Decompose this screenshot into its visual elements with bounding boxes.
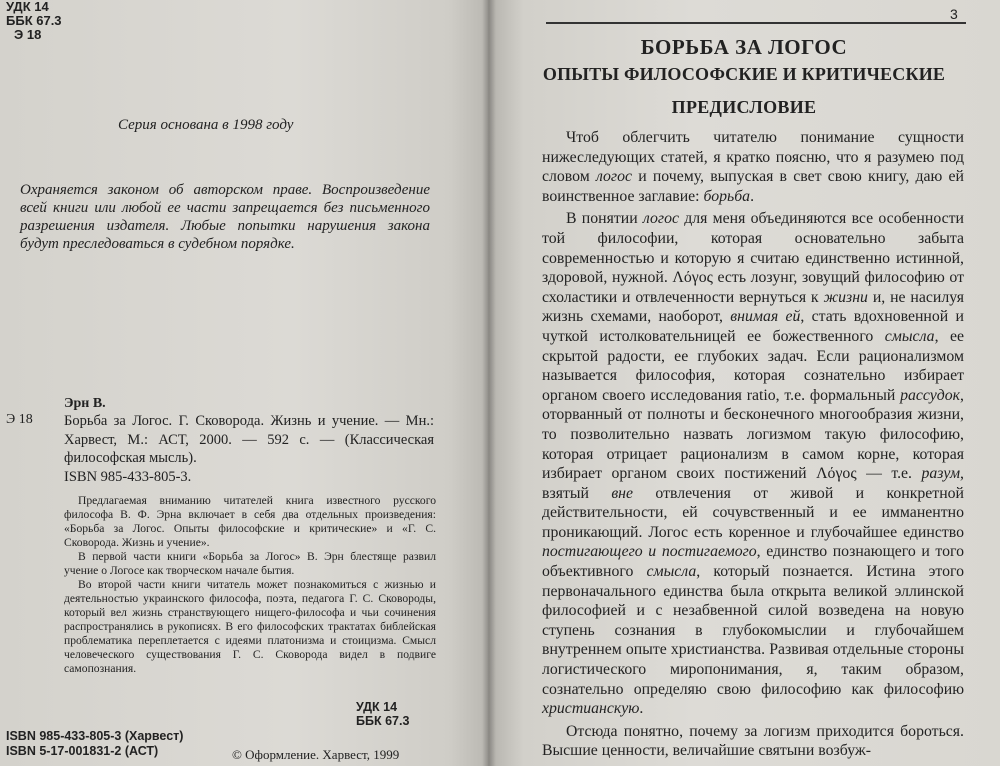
text-run: для меня объединяются все особенности той философии, которая основательно забыта современностью и которую я считаю единственно истинной, здоровой, нужной. xyxy=(542,210,965,287)
book-spine-shadow xyxy=(482,0,496,766)
classification-codes-bottom xyxy=(356,700,409,728)
body-paragraph-2 xyxy=(542,209,964,718)
text-run: В понятии xyxy=(566,210,643,228)
copyright-notice: Охраняется законом об авторском праве. Воспроизведение всей книги или любой ее части запрещается без письменного разрешения издателя. Любые попытки нарушения закона будут преследоваться в судебном порядке. xyxy=(20,182,430,252)
body-text xyxy=(542,128,964,764)
text-run: , взятый xyxy=(542,465,964,502)
text-run: , который познается. Истина этого первоначального единства была открыта великой эллинской философией и с незабвенной силой возведена на новую ступень сознания в глубокомыслии и глубочайшем внутреннем опыте христианства. Развивая отдельные стороны логистического миропонимания, я, таким образом, сознательно определяю свою философию как философию xyxy=(542,563,964,698)
page-number: 3 xyxy=(950,6,958,22)
header-rule xyxy=(546,22,966,24)
greek-term: Λόγος xyxy=(816,465,857,483)
classification-codes-top xyxy=(6,0,62,42)
annotation-paragraph: Во второй части книги читатель может познакомиться с жизнью и деятельностью украинского философа, поэта, педагога Г. С. Сковороды, который вел жизнь странствующего нищего-философа и чьи сочинения распространялись в рукописях. В его философских трактатах библейская проблематика переплетается с идеями платонизма и стоицизма. Смысл человеческого существования Г. С. Сковорода видел в подвиге самопознания. xyxy=(64,578,436,675)
text-run: отвлечения от живой и конкретной действительности, ей сочувственный и ее имманентно проникающий. Логос есть коренное и глубочайшее единство xyxy=(542,484,964,541)
udk-code: УДК 14 xyxy=(6,0,49,14)
annotation xyxy=(64,494,436,676)
text-run: Чтоб облегчить читателю понимание сущности нижеследующих статей, я кратко поясню, что я разумею под словом xyxy=(542,129,964,186)
text-run: , ее скрытой радости, ее глубоких задач. Если рационализмом называется философия, которая сознательно избирает органом своего исследования ratio, т.е. формальный xyxy=(542,327,964,404)
isbn-harvest: ISBN 985-433-805-3 (Харвест) xyxy=(6,729,184,743)
text-run: и, не насилуя жизнь схемами, наоборот, xyxy=(542,288,964,326)
italic-term: христианскую xyxy=(542,700,640,718)
italic-term: внимая ей xyxy=(730,308,801,326)
italic-term: смысла xyxy=(884,327,935,345)
greek-term: Λόγος xyxy=(672,269,713,287)
udk-code: УДК 14 xyxy=(356,700,398,714)
italic-term: жизни xyxy=(823,288,868,306)
body-paragraph-3: Отсюда понятно, почему за логизм приходится бороться. Высшие ценности, величайшие святыни возбуж- xyxy=(542,722,964,760)
book-subtitle: ОПЫТЫ ФИЛОСОФСКИЕ И КРИТИЧЕСКИЕ xyxy=(542,64,946,84)
text-run: — т.е. xyxy=(856,465,922,483)
annotation-paragraph: Предлагаемая вниманию читателей книга известного русского философа В. Ф. Эрна включает в себя два отдельных произведения: «Борьба за Логос. Опыты философские и критические» и «Г. С. Сковорода. Жизнь и учение». xyxy=(64,494,436,549)
italic-term: логос xyxy=(642,210,679,228)
isbn-ast: ISBN 5-17-001831-2 (АСТ) xyxy=(6,744,159,758)
text-run: . xyxy=(750,187,755,205)
text-run: , единство познающего и того объективного xyxy=(542,543,964,581)
italic-term: вне xyxy=(611,484,634,502)
italic-term: рассудок xyxy=(900,386,961,404)
bbk-code: ББК 67.3 xyxy=(356,714,410,728)
text-run: и почему, выпуская в свет свою книгу, даю ей воинственное заглавие: xyxy=(542,168,964,205)
bibliographic-text: Борьба за Логос. Г. Сковорода. Жизнь и учение. — Мн.: Харвест, М.: АСТ, 2000. — 592 с. — (Классическая философская мысль). xyxy=(64,413,434,467)
section-heading: ПРЕДИСЛОВИЕ xyxy=(671,97,817,117)
index-code: Э 18 xyxy=(6,412,33,427)
book-title: БОРЬБА ЗА ЛОГОС xyxy=(640,35,848,59)
text-run: есть лозунг, зовущий философию от схоластики и отвлеченности вернуться к xyxy=(542,269,964,306)
italic-term: разум xyxy=(921,465,961,483)
text-run: , стать вдохновенной и чуткой истолковательницей ее божественного xyxy=(542,308,964,345)
italic-term: постигающего и постигаемого xyxy=(542,543,757,561)
design-credit: © Оформление. Харвест, 1999 xyxy=(232,747,400,762)
isbn-list xyxy=(6,729,183,759)
text-run: , оторванный от полноты и бесконечного многообразия жизни, то позволительно назвать логизмом такую философию, которая отрицает рационализм в самом корне, которая избирает органом своих постижений xyxy=(542,386,964,483)
right-page xyxy=(488,0,1000,766)
left-page xyxy=(0,0,488,766)
italic-term: логос xyxy=(595,168,632,186)
bibliographic-description xyxy=(64,412,434,486)
series-note: Серия основана в 1998 году xyxy=(118,117,294,133)
author-name: Эрн В. xyxy=(64,396,106,411)
italic-term: смысла xyxy=(646,563,697,581)
author-mark: Э 18 xyxy=(14,27,42,42)
text-run: . xyxy=(639,700,644,718)
body-paragraph-1 xyxy=(542,128,964,206)
isbn-main: ISBN 985-433-805-3. xyxy=(64,468,192,485)
bbk-code: ББК 67.3 xyxy=(6,13,62,28)
annotation-paragraph: В первой части книги «Борьба за Логос» В. Эрн блестяще развил учение о Логосе как творческом начале бытия. xyxy=(64,550,436,577)
italic-term: борьба xyxy=(703,187,751,205)
